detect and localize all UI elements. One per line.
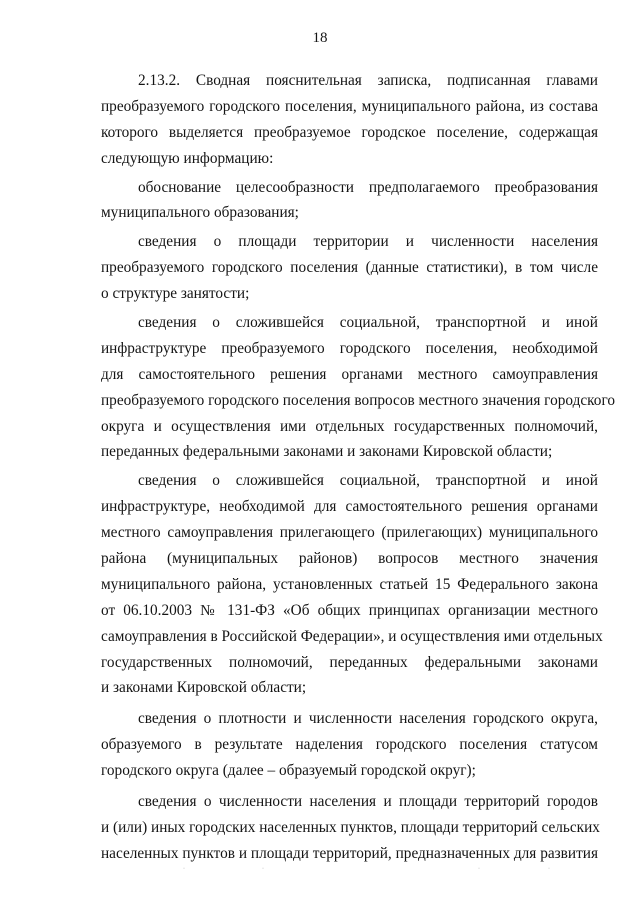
text-line: о структуре занятости; [101,285,250,303]
scan-footer-marks [0,866,640,876]
scan-mark: · [262,866,265,872]
scan-mark: · [183,866,186,872]
text-line: населенных пунктов и площади территорий, предназначенных для развития [101,844,598,862]
text-line: от 06.10.2003 № 131-ФЗ «Об общих принципах организации местного [101,601,598,619]
text-line: сведения о численности населения и площади территорий городов [138,793,598,811]
text-line: сведения о площади территории и численности населения [138,233,598,251]
scan-mark: · [478,866,481,872]
paragraph-infrastructure-settlement [101,310,615,465]
text-line: следующую информацию: [101,149,274,167]
document-body [101,68,615,867]
text-line: преобразуемого городского поселения (данные статистики), в том числе [101,259,598,277]
text-line: сведения о плотности и численности населения городского округа, [138,710,598,728]
paragraph-justification [101,175,598,227]
text-line: преобразуемого городского поселения вопросов местного значения городского [101,391,615,409]
paragraph-infrastructure-district [101,468,603,701]
text-line: для самостоятельного решения органами местного самоуправления [101,365,598,383]
paragraph-density [101,706,598,784]
paragraph-cities-population [101,789,598,867]
text-line: муниципального образования; [101,204,299,222]
text-line: которого выделяется преобразуемое городское поселение, содержащая [101,123,598,141]
text-line: и законами Кировской области; [101,679,307,697]
text-line: округа и осуществления ими отдельных государственных полномочий, [101,417,598,435]
paragraph-area-population [101,229,598,307]
text-line: государственных полномочий, переданных федеральными законами [101,653,598,671]
text-line: образуемого в результате наделения городского поселения статусом [101,736,598,754]
text-line: самоуправления в Российской Федерации», и осуществления ими отдельных [101,627,603,645]
scan-mark: · [548,866,551,872]
text-line: переданных федеральными законами и законами Кировской области; [101,443,553,461]
text-line: городского округа (далее – образуемый городской округ); [101,762,476,780]
text-line: муниципального района, установленных статьей 15 Федерального закона [101,575,598,593]
text-line: преобразуемого городского поселения, муниципального района, из состава [101,97,598,115]
text-line: 2.13.2. Сводная пояснительная записка, подписанная главами [138,72,598,89]
text-line: сведения о сложившейся социальной, транспортной и иной [138,472,598,490]
text-line: инфраструктуре преобразуемого городского поселения, необходимой [101,339,598,357]
text-line: сведения о сложившейся социальной, транспортной и иной [138,314,598,332]
page-number: 18 [312,30,328,46]
text-line: и (или) иных городских населенных пунктов, площади территорий сельских [101,818,600,836]
paragraph-2-13-2 [101,68,598,172]
text-line: района (муниципальных районов) вопросов местного значения [101,550,598,568]
text-line: местного самоуправления прилегающего (прилегающих) муниципального [101,524,598,542]
text-line: инфраструктуре, необходимой для самостоятельного решения органами [101,498,598,516]
text-line: обоснование целесообразности предполагаемого преобразования [138,178,598,196]
